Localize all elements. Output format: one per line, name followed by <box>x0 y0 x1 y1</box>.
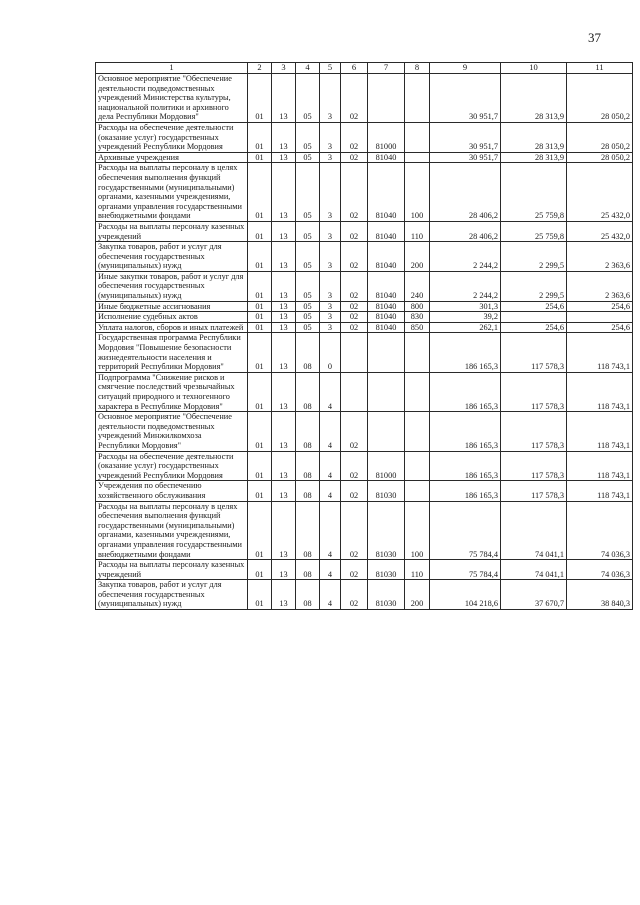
column-number: 3 <box>272 63 296 74</box>
row-name: Иные закупки товаров, работ и услуг для обеспечения государственных (муниципальных) нужд <box>96 271 248 301</box>
expense-type-code <box>405 451 430 481</box>
expense-type-code <box>405 74 430 123</box>
amount-col-9: 186 165,3 <box>430 451 501 481</box>
amount-col-9: 186 165,3 <box>430 481 501 501</box>
direction-code <box>368 412 405 451</box>
activity-code: 02 <box>341 301 368 312</box>
section-code: 01 <box>248 122 272 152</box>
row-name: Расходы на выплаты персоналу казенных учреждений <box>96 560 248 580</box>
row-name: Расходы на обеспечение деятельности (оказание услуг) государственных учреждений Республики Мордовия <box>96 451 248 481</box>
amount-col-11: 25 432,0 <box>567 221 633 241</box>
amount-col-10: 74 041,1 <box>501 501 567 560</box>
amount-col-9: 30 951,7 <box>430 152 501 163</box>
subsection-code: 13 <box>272 322 296 333</box>
subprogram-code: 4 <box>320 560 341 580</box>
activity-code: 02 <box>341 152 368 163</box>
activity-code: 02 <box>341 74 368 123</box>
activity-code: 02 <box>341 580 368 610</box>
section-code: 01 <box>248 333 272 372</box>
amount-col-9: 186 165,3 <box>430 372 501 411</box>
subprogram-code: 4 <box>320 451 341 481</box>
row-name: Расходы на выплаты персоналу в целях обеспечения выполнения функций государственными (муниципальными) органами, казенными учреждениями, органами управления государственными внебюджетными фондами <box>96 163 248 222</box>
amount-col-10 <box>501 312 567 323</box>
amount-col-11: 118 743,1 <box>567 412 633 451</box>
subprogram-code: 3 <box>320 74 341 123</box>
column-number: 5 <box>320 63 341 74</box>
subprogram-code: 3 <box>320 271 341 301</box>
amount-col-10: 28 313,9 <box>501 122 567 152</box>
amount-col-10: 117 578,3 <box>501 412 567 451</box>
section-code: 01 <box>248 451 272 481</box>
activity-code: 02 <box>341 451 368 481</box>
subprogram-code: 3 <box>320 152 341 163</box>
subprogram-code: 4 <box>320 580 341 610</box>
expense-type-code: 850 <box>405 322 430 333</box>
activity-code: 02 <box>341 271 368 301</box>
table-row <box>96 560 633 580</box>
section-code: 01 <box>248 242 272 272</box>
program-code: 05 <box>296 221 320 241</box>
program-code: 08 <box>296 372 320 411</box>
direction-code: 81040 <box>368 301 405 312</box>
activity-code: 02 <box>341 412 368 451</box>
subsection-code: 13 <box>272 580 296 610</box>
subprogram-code: 4 <box>320 372 341 411</box>
subprogram-code: 3 <box>320 122 341 152</box>
subprogram-code: 0 <box>320 333 341 372</box>
direction-code: 81040 <box>368 221 405 241</box>
column-number: 1 <box>96 63 248 74</box>
section-code: 01 <box>248 560 272 580</box>
amount-col-9: 186 165,3 <box>430 412 501 451</box>
direction-code <box>368 74 405 123</box>
amount-col-10: 2 299,5 <box>501 271 567 301</box>
section-code: 01 <box>248 501 272 560</box>
amount-col-11: 118 743,1 <box>567 451 633 481</box>
amount-col-11 <box>567 312 633 323</box>
program-code: 05 <box>296 74 320 123</box>
subsection-code: 13 <box>272 412 296 451</box>
subprogram-code: 3 <box>320 242 341 272</box>
amount-col-11: 118 743,1 <box>567 372 633 411</box>
amount-col-10: 117 578,3 <box>501 451 567 481</box>
activity-code: 02 <box>341 501 368 560</box>
section-code: 01 <box>248 412 272 451</box>
activity-code: 02 <box>341 560 368 580</box>
direction-code: 81040 <box>368 312 405 323</box>
amount-col-9: 75 784,4 <box>430 560 501 580</box>
subprogram-code: 4 <box>320 412 341 451</box>
table-row <box>96 451 633 481</box>
direction-code: 81030 <box>368 560 405 580</box>
subsection-code: 13 <box>272 501 296 560</box>
direction-code: 81040 <box>368 152 405 163</box>
amount-col-9: 75 784,4 <box>430 501 501 560</box>
amount-col-11: 118 743,1 <box>567 333 633 372</box>
amount-col-9: 28 406,2 <box>430 163 501 222</box>
amount-col-11: 254,6 <box>567 301 633 312</box>
table-row <box>96 372 633 411</box>
subprogram-code: 4 <box>320 501 341 560</box>
amount-col-10: 28 313,9 <box>501 152 567 163</box>
direction-code: 81040 <box>368 271 405 301</box>
amount-col-10: 254,6 <box>501 301 567 312</box>
column-number: 4 <box>296 63 320 74</box>
subprogram-code: 3 <box>320 163 341 222</box>
direction-code: 81040 <box>368 242 405 272</box>
subsection-code: 13 <box>272 481 296 501</box>
amount-col-11: 28 050,2 <box>567 122 633 152</box>
activity-code <box>341 372 368 411</box>
subsection-code: 13 <box>272 560 296 580</box>
section-code: 01 <box>248 580 272 610</box>
activity-code: 02 <box>341 221 368 241</box>
column-number: 6 <box>341 63 368 74</box>
budget-table <box>95 62 633 610</box>
expense-type-code: 200 <box>405 580 430 610</box>
amount-col-11: 74 036,3 <box>567 560 633 580</box>
expense-type-code <box>405 152 430 163</box>
program-code: 08 <box>296 580 320 610</box>
direction-code <box>368 333 405 372</box>
table-row <box>96 74 633 123</box>
amount-col-10: 28 313,9 <box>501 74 567 123</box>
amount-col-10: 37 670,7 <box>501 580 567 610</box>
subprogram-code: 4 <box>320 481 341 501</box>
amount-col-9: 39,2 <box>430 312 501 323</box>
expense-type-code: 240 <box>405 271 430 301</box>
program-code: 05 <box>296 271 320 301</box>
amount-col-10: 25 759,8 <box>501 221 567 241</box>
expense-type-code <box>405 481 430 501</box>
column-number: 2 <box>248 63 272 74</box>
amount-col-11: 2 363,6 <box>567 242 633 272</box>
expense-type-code: 800 <box>405 301 430 312</box>
amount-col-11: 74 036,3 <box>567 501 633 560</box>
column-number: 11 <box>567 63 633 74</box>
subsection-code: 13 <box>272 221 296 241</box>
expense-type-code: 110 <box>405 560 430 580</box>
amount-col-9: 186 165,3 <box>430 333 501 372</box>
amount-col-9: 30 951,7 <box>430 122 501 152</box>
program-code: 05 <box>296 301 320 312</box>
subprogram-code: 3 <box>320 301 341 312</box>
table-row <box>96 312 633 323</box>
table-row <box>96 122 633 152</box>
table-row <box>96 221 633 241</box>
row-name: Расходы на выплаты персоналу казенных учреждений <box>96 221 248 241</box>
direction-code: 81030 <box>368 481 405 501</box>
direction-code: 81000 <box>368 451 405 481</box>
section-code: 01 <box>248 322 272 333</box>
row-name: Подпрограмма "Снижение рисков и смягчение последствий чрезвычайных ситуаций природного и техногенного характера в Республике Мордовия" <box>96 372 248 411</box>
direction-code: 81030 <box>368 501 405 560</box>
row-name: Закупка товаров, работ и услуг для обеспечения государственных (муниципальных) нужд <box>96 242 248 272</box>
column-number: 9 <box>430 63 501 74</box>
table-row <box>96 481 633 501</box>
program-code: 05 <box>296 322 320 333</box>
amount-col-11: 28 050,2 <box>567 152 633 163</box>
table-row <box>96 412 633 451</box>
amount-col-10: 117 578,3 <box>501 481 567 501</box>
direction-code: 81000 <box>368 122 405 152</box>
row-name: Архивные учреждения <box>96 152 248 163</box>
amount-col-11: 118 743,1 <box>567 481 633 501</box>
amount-col-11: 2 363,6 <box>567 271 633 301</box>
amount-col-10: 117 578,3 <box>501 372 567 411</box>
row-name: Закупка товаров, работ и услуг для обеспечения государственных (муниципальных) нужд <box>96 580 248 610</box>
amount-col-9: 28 406,2 <box>430 221 501 241</box>
section-code: 01 <box>248 74 272 123</box>
expense-type-code: 200 <box>405 242 430 272</box>
program-code: 08 <box>296 412 320 451</box>
row-name: Иные бюджетные ассигнования <box>96 301 248 312</box>
subsection-code: 13 <box>272 333 296 372</box>
program-code: 05 <box>296 122 320 152</box>
direction-code <box>368 372 405 411</box>
expense-type-code: 830 <box>405 312 430 323</box>
table-row <box>96 271 633 301</box>
column-number-row <box>96 63 633 74</box>
table-row <box>96 301 633 312</box>
section-code: 01 <box>248 372 272 411</box>
activity-code: 02 <box>341 242 368 272</box>
activity-code <box>341 333 368 372</box>
activity-code: 02 <box>341 122 368 152</box>
section-code: 01 <box>248 312 272 323</box>
direction-code: 81040 <box>368 163 405 222</box>
amount-col-10: 74 041,1 <box>501 560 567 580</box>
subsection-code: 13 <box>272 163 296 222</box>
subsection-code: 13 <box>272 271 296 301</box>
program-code: 08 <box>296 560 320 580</box>
subsection-code: 13 <box>272 451 296 481</box>
table-row <box>96 152 633 163</box>
expense-type-code <box>405 412 430 451</box>
activity-code: 02 <box>341 481 368 501</box>
row-name: Государственная программа Республики Мордовия "Повышение безопасности жизнедеятельности населения и территорий Республики Мордовия" <box>96 333 248 372</box>
table-row <box>96 163 633 222</box>
program-code: 05 <box>296 242 320 272</box>
subsection-code: 13 <box>272 301 296 312</box>
amount-col-9: 30 951,7 <box>430 74 501 123</box>
program-code: 05 <box>296 152 320 163</box>
subsection-code: 13 <box>272 242 296 272</box>
subprogram-code: 3 <box>320 312 341 323</box>
subprogram-code: 3 <box>320 322 341 333</box>
amount-col-11: 28 050,2 <box>567 74 633 123</box>
amount-col-11: 254,6 <box>567 322 633 333</box>
table-row <box>96 580 633 610</box>
column-number: 10 <box>501 63 567 74</box>
expense-type-code: 110 <box>405 221 430 241</box>
table-row <box>96 333 633 372</box>
subprogram-code: 3 <box>320 221 341 241</box>
table-row <box>96 242 633 272</box>
section-code: 01 <box>248 481 272 501</box>
row-name: Учреждения по обеспечению хозяйственного обслуживания <box>96 481 248 501</box>
direction-code: 81030 <box>368 580 405 610</box>
page-number: 37 <box>588 30 601 45</box>
program-code: 08 <box>296 333 320 372</box>
amount-col-9: 104 218,6 <box>430 580 501 610</box>
program-code: 05 <box>296 163 320 222</box>
program-code: 08 <box>296 451 320 481</box>
expense-type-code <box>405 372 430 411</box>
subsection-code: 13 <box>272 122 296 152</box>
row-name: Исполнение судебных актов <box>96 312 248 323</box>
expense-type-code <box>405 333 430 372</box>
activity-code: 02 <box>341 312 368 323</box>
amount-col-9: 262,1 <box>430 322 501 333</box>
row-name: Основное мероприятие "Обеспечение деятельности подведомственных учреждений Министерства культуры, национальной политики и архивного дела Республики Мордовия" <box>96 74 248 123</box>
program-code: 08 <box>296 481 320 501</box>
direction-code: 81040 <box>368 322 405 333</box>
row-name: Расходы на обеспечение деятельности (оказание услуг) государственных учреждений Республики Мордовия <box>96 122 248 152</box>
column-number: 7 <box>368 63 405 74</box>
section-code: 01 <box>248 301 272 312</box>
subsection-code: 13 <box>272 372 296 411</box>
table-row <box>96 501 633 560</box>
expense-type-code <box>405 122 430 152</box>
activity-code: 02 <box>341 163 368 222</box>
expense-type-code: 100 <box>405 163 430 222</box>
amount-col-10: 2 299,5 <box>501 242 567 272</box>
amount-col-11: 38 840,3 <box>567 580 633 610</box>
section-code: 01 <box>248 163 272 222</box>
amount-col-9: 301,3 <box>430 301 501 312</box>
section-code: 01 <box>248 152 272 163</box>
section-code: 01 <box>248 221 272 241</box>
amount-col-10: 25 759,8 <box>501 163 567 222</box>
row-name: Расходы на выплаты персоналу в целях обеспечения выполнения функций государственными (муниципальными) органами, казенными учреждениями, органами управления государственными внебюджетными фондами <box>96 501 248 560</box>
subsection-code: 13 <box>272 74 296 123</box>
table-body <box>96 63 633 610</box>
table-row <box>96 322 633 333</box>
activity-code: 02 <box>341 322 368 333</box>
amount-col-9: 2 244,2 <box>430 242 501 272</box>
section-code: 01 <box>248 271 272 301</box>
row-name: Основное мероприятие "Обеспечение деятельности подведомственных учреждений Минжилкомхоза Республики Мордовия" <box>96 412 248 451</box>
subsection-code: 13 <box>272 152 296 163</box>
row-name: Уплата налогов, сборов и иных платежей <box>96 322 248 333</box>
amount-col-11: 25 432,0 <box>567 163 633 222</box>
expense-type-code: 100 <box>405 501 430 560</box>
subsection-code: 13 <box>272 312 296 323</box>
program-code: 05 <box>296 312 320 323</box>
column-number: 8 <box>405 63 430 74</box>
amount-col-10: 254,6 <box>501 322 567 333</box>
program-code: 08 <box>296 501 320 560</box>
amount-col-9: 2 244,2 <box>430 271 501 301</box>
amount-col-10: 117 578,3 <box>501 333 567 372</box>
